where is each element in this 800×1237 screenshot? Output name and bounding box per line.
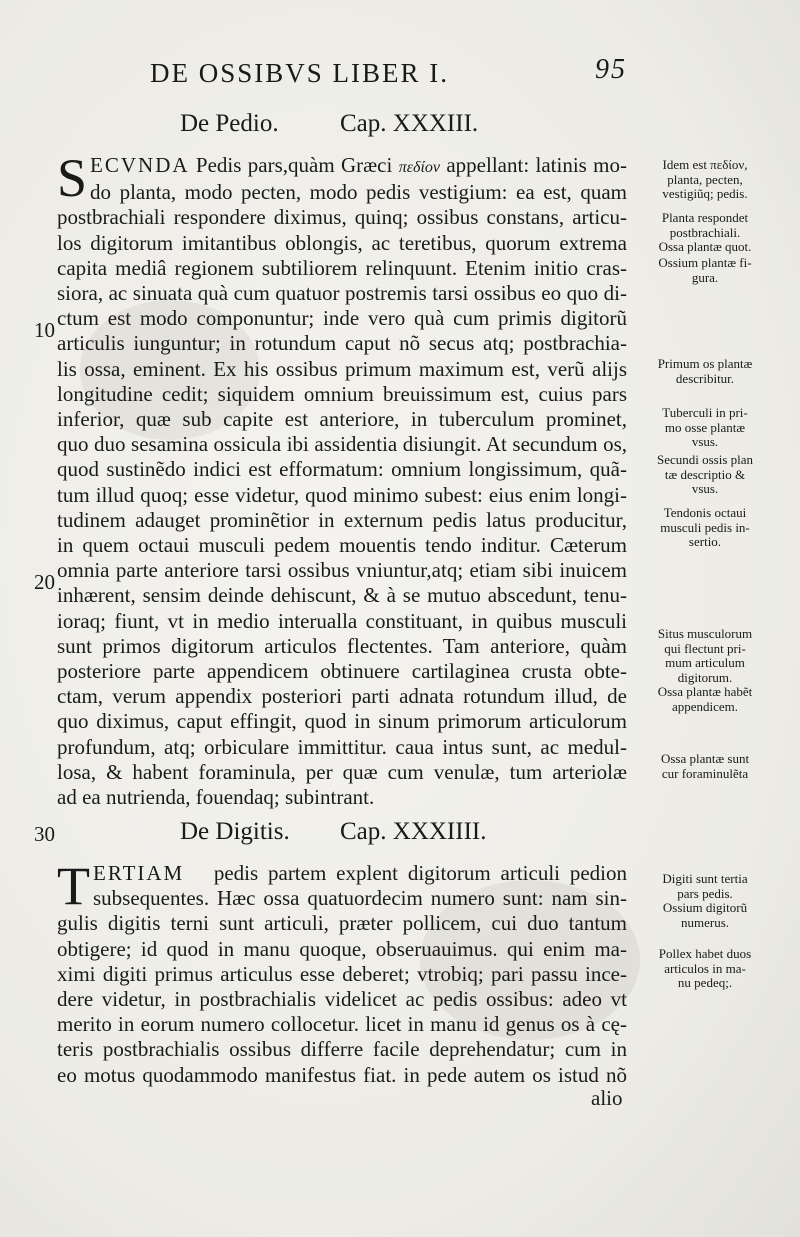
catchword: alio — [591, 1086, 623, 1110]
text-line: posteriore parte appendicem obtinuere cartilaginea crusta obte- — [57, 659, 627, 684]
margin-note — [636, 357, 774, 386]
margin-note-line: Ossium digitorũ — [662, 900, 748, 915]
text-line: quo duo sesamina ossicula ibi assidentia disiungit. At secundum os, — [57, 432, 627, 457]
margin-note — [636, 947, 774, 991]
text-line: gulis digitis terni sunt articuli, præter pollicem, cui duo tantum — [57, 911, 627, 936]
margin-note-line: mum articulum — [665, 655, 745, 670]
text-line: tudinem adauget prominẽtior in externum pedis latus producitur, — [57, 507, 627, 532]
margin-note — [636, 627, 774, 685]
margin-note — [636, 211, 774, 240]
margin-note-line: vsus. — [691, 434, 719, 449]
margin-note — [636, 901, 774, 930]
margin-note — [636, 256, 774, 285]
margin-note — [636, 240, 774, 255]
margin-note-line: Ossa plantæ habẽt — [657, 684, 753, 699]
margin-note-line: Ossa plantæ sunt — [660, 751, 750, 766]
margin-note-line: musculi pedis in- — [660, 519, 750, 535]
text-line — [57, 153, 627, 180]
text-line: ad ea nutrienda, fouendaq; subintrant. — [57, 785, 375, 810]
margin-note-line: postbrachiali. — [669, 224, 741, 240]
line-number: 10 — [34, 318, 55, 342]
margin-note-line: appendicem. — [671, 698, 739, 714]
chapter-title: De Pedio. — [180, 110, 279, 137]
text-line-part: pedis partem explent digitorum articuli pedion — [213, 861, 628, 885]
text-line: longitudine cedit; siquidem omnium breuissimum est, cuius pars — [57, 381, 627, 406]
margin-note-line: Planta respondet — [661, 210, 749, 225]
text-line: profundum, atq; orbiculare immittitur. caua intus sunt, ac medul- — [57, 734, 627, 759]
chapter-heading — [180, 110, 479, 138]
text-line: lis ossa, eminent. Ex his ossibus primum maximum est, verũ alijs — [57, 356, 627, 381]
running-title: DE OSSIBVS LIBER I. — [150, 58, 450, 88]
margin-note-line: vsus. — [691, 481, 719, 496]
margin-note-line: mo osse plantæ — [664, 419, 746, 435]
text-line: ctam, verum appendix posteriori parti adnata rotundum illud, de — [57, 684, 627, 709]
text-line: losa, & habent foraminula, per quæ cum venulæ, tum arteriolæ — [57, 759, 627, 784]
chapter-34-body — [57, 856, 628, 1088]
first-word: ERTIAM — [93, 861, 185, 885]
text-line: ctum est modo componuntur; inde vero quà cum primis digitorũ — [57, 306, 627, 331]
margin-note-line: Ossium plantæ fi- — [658, 255, 752, 270]
margin-note — [636, 453, 774, 497]
first-word: ECVNDA — [90, 153, 190, 177]
text-line: eo motus quodammodo manifestus fiat. in pede autem os istud nõ — [57, 1062, 627, 1087]
margin-note-line: numerus. — [680, 914, 730, 930]
margin-note-line: Digiti sunt tertia — [662, 871, 748, 886]
margin-note-line: planta, pecten, — [667, 171, 743, 187]
margin-note-line: cur foraminulẽta — [661, 765, 749, 781]
margin-note-line: Ossa plantæ quot. — [658, 239, 752, 254]
text-line: capita mediâ regionem subtiliorem relinquunt. Etenim initio cras- — [57, 255, 627, 280]
text-line: merito in eorum numero collocetur. licet in manu id genus os à cę- — [57, 1012, 627, 1037]
chapter-33-body — [57, 148, 628, 810]
margin-note-line: Tuberculi in pri- — [662, 405, 748, 420]
margin-note-line: Pollex habet duos — [658, 946, 752, 961]
text-line-part: Pedis pars,quàm Græci — [195, 153, 393, 177]
text-line: inferior, quæ sub capite est anteriore, in tuberculum prominet, — [57, 407, 627, 432]
chapter-number: Cap. XXXIII. — [340, 110, 479, 137]
line-number: 20 — [34, 570, 55, 594]
chapter-number: Cap. XXXIIII. — [340, 818, 487, 845]
chapter-title: De Digitis. — [180, 818, 290, 845]
margin-note — [636, 872, 774, 901]
margin-note-line: Situs musculorum — [657, 626, 753, 641]
margin-note-line: Primum os plantæ — [657, 356, 753, 371]
margin-note-line: Secundi ossis plan — [656, 452, 754, 467]
text-line — [57, 861, 627, 886]
margin-note — [636, 158, 774, 202]
margin-note-line: digitorum. — [677, 669, 733, 685]
text-line: inhærent, sensim deinde dehiscunt, & à se mutuo abscedunt, tenu- — [57, 583, 627, 608]
margin-note — [636, 685, 774, 714]
margin-note-line: qui flectunt pri- — [664, 640, 746, 656]
line-number: 30 — [34, 822, 55, 846]
text-line: subsequentes. Hæc ossa quatuordecim numero sunt: nam sin- — [93, 886, 627, 911]
text-line: siora, ac sinuata quà cum quatuor postremis tarsi ossibus eo quo di- — [57, 281, 627, 306]
drop-capital: S — [57, 148, 88, 208]
text-line: articulis iunguntur; in rotundum caput nõ secus atq; postbrachia- — [57, 331, 627, 356]
text-line: quod sustinẽdo indici est efformatum: omnium longissimum, quã- — [57, 457, 627, 482]
text-line: sunt primos digitorum articulos flectentes. Tam anteriore, quàm — [57, 633, 627, 658]
page-number: 95 — [595, 54, 627, 85]
text-line: ioraq; fiunt, vt in medio interualla constituant, in quibus musculi — [57, 608, 627, 633]
margin-note-line: tæ descriptio & — [664, 466, 746, 482]
text-line: obtigere; id quod in manu quoque, obseruauimus. qui enim ma- — [57, 936, 627, 961]
text-line: ximi digiti primus articulus esse deberet; vtrobiq; pari passu ince- — [57, 961, 627, 986]
text-line-part: appellant: latinis mo- — [446, 153, 628, 177]
text-line: do planta, modo pecten, modo pedis vestigium: ea est, quam — [90, 180, 627, 205]
margin-note-line: describitur. — [675, 370, 735, 386]
margin-note-line: nu pedeq;. — [677, 975, 733, 990]
chapter-heading — [180, 818, 487, 846]
text-line: in quem octaui musculi pedem mouentis tendo inditur. Cæterum — [57, 533, 627, 558]
text-line: teris postbrachialis ossibus differre facile deprehendatur; cum in — [57, 1037, 627, 1062]
margin-note-line: articulos in ma- — [664, 960, 746, 976]
margin-note-line: vestigiũq; pedis. — [662, 186, 748, 201]
text-line: quo diximus, caput effingit, quod in sinum primorum articulorum — [57, 709, 627, 734]
margin-note — [636, 752, 774, 781]
margin-note — [636, 406, 774, 450]
margin-note-line: Tendonis octaui — [663, 505, 747, 520]
text-line: postbrachiali respondere diximus, quinq; ossibus constans, articu- — [57, 205, 627, 230]
margin-note-line: sertio. — [688, 534, 722, 549]
margin-note — [636, 506, 774, 550]
text-line: dere videtur, in postbrachialis videlicet ac pedis ossibus: adeo vt — [57, 987, 627, 1012]
text-line: los digitorum imitantibus oblongis, ac teretibus, quorum extrema — [57, 230, 627, 255]
margin-note-line: Idem est πεδίον, — [662, 157, 748, 172]
greek-term: πεδίον — [398, 159, 440, 176]
margin-note-line: gura. — [691, 269, 719, 285]
drop-capital: T — [57, 856, 90, 916]
margin-note-line: pars pedis. — [677, 885, 733, 901]
text-line: omnia parte anteriore tarsi ossibus vniuntur,atq; etiam sibi inuicem — [57, 558, 627, 583]
text-line: tum illud quoq; esse videtur, quod minimo subest: eius enim longi- — [57, 482, 627, 507]
